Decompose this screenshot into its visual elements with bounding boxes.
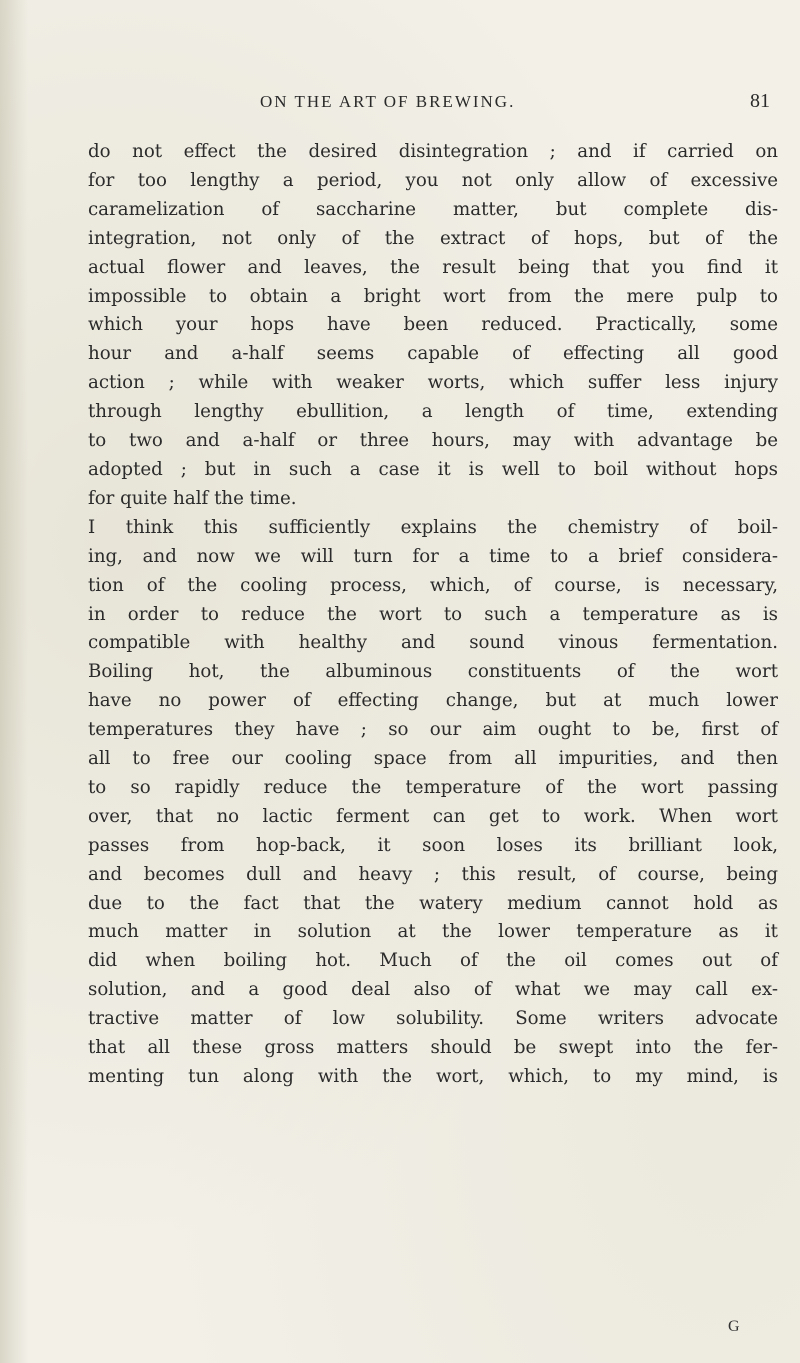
running-head — [120, 92, 770, 122]
text-line: through lengthy ebullition, a length of time, extending — [88, 401, 778, 423]
text-line: due to the fact that the watery medium cannot hold as — [88, 892, 778, 914]
text-line: tion of the cooling process, which, of course, is necessary, — [88, 574, 778, 596]
text-line: in order to reduce the wort to such a temperature as is — [88, 603, 778, 625]
text-line: hour and a-half seems capable of effecting all good — [88, 343, 778, 365]
text-line: impossible to obtain a bright wort from the mere pulp to — [88, 285, 778, 307]
text-line: solution, and a good deal also of what we may call ex- — [88, 979, 778, 1001]
text-line: caramelization of saccharine matter, but complete dis- — [88, 198, 778, 220]
text-line: ing, and now we will turn for a time to a brief considera- — [88, 545, 778, 567]
text-line: passes from hop-back, it soon loses its brilliant look, — [88, 834, 778, 856]
signature-mark: G — [728, 1318, 740, 1335]
text-line: temperatures they have ; so our aim ought to be, first of — [88, 719, 778, 741]
page-number: 81 — [750, 90, 770, 112]
text-line: to so rapidly reduce the temperature of the wort passing — [88, 776, 778, 798]
text-line: which your hops have been reduced. Practically, some — [88, 314, 778, 336]
text-line: that all these gross matters should be swept into the fer- — [88, 1037, 778, 1059]
text-line: I think this sufficiently explains the chemistry of boil- — [88, 516, 778, 538]
text-line: over, that no lactic ferment can get to work. When wort — [88, 805, 778, 827]
text-line: to two and a-half or three hours, may with advantage be — [88, 430, 778, 452]
text-line: did when boiling hot. Much of the oil comes out of — [88, 950, 778, 972]
text-line: do not effect the desired disintegration ; and if carried on — [88, 141, 778, 162]
text-line: Boiling hot, the albuminous constituents of the wort — [88, 661, 778, 683]
body-text — [88, 138, 778, 1092]
gutter-shadow — [0, 0, 28, 1363]
text-line: menting tun along with the wort, which, to my mind, is — [88, 1066, 778, 1087]
text-line: have no power of effecting change, but at much lower — [88, 690, 778, 712]
text-line: action ; while with weaker worts, which suffer less injury — [88, 372, 778, 394]
text-line: tractive matter of low solubility. Some writers advocate — [88, 1008, 778, 1030]
text-line: all to free our cooling space from all impurities, and then — [88, 748, 778, 770]
text-line: for quite half the time. — [88, 487, 297, 509]
text-line: adopted ; but in such a case it is well to boil without hops — [88, 458, 778, 480]
text-line: compatible with healthy and sound vinous fermentation. — [88, 632, 778, 654]
text-line: and becomes dull and heavy ; this result, of course, being — [88, 863, 778, 885]
text-line: integration, not only of the extract of hops, but of the — [88, 227, 778, 249]
text-line: much matter in solution at the lower temperature as it — [88, 921, 778, 943]
text-line: actual flower and leaves, the result being that you find it — [88, 256, 778, 278]
running-title: ON THE ART OF BREWING. — [260, 92, 516, 111]
text-line: for too lengthy a period, you not only allow of excessive — [88, 169, 778, 191]
